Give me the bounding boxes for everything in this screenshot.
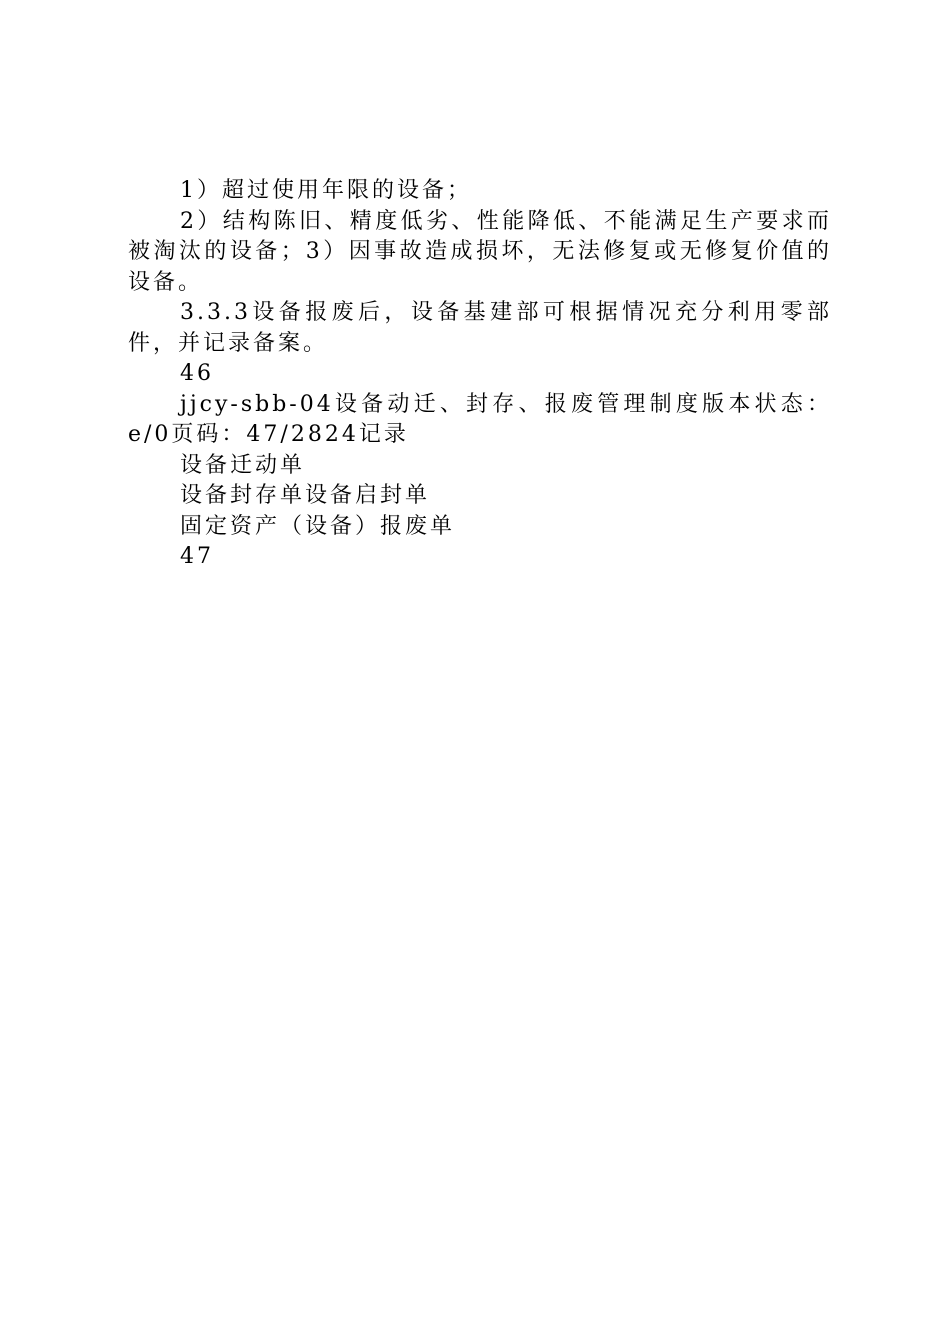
paragraph-section-3-3-3: 3.3.3设备报废后，设备基建部可根据情况充分利用零部件，并记录备案。 <box>128 300 832 356</box>
document-body <box>128 176 832 573</box>
record-equipment-sealing-forms: 设备封存单设备启封单 <box>180 483 431 508</box>
page-number-47: 47 <box>180 544 214 569</box>
document-header-line: jjcy-sbb-04设备动迁、封存、报废管理制度版本状态：e/0页码：47/2824记录 <box>128 391 832 447</box>
record-equipment-relocation-form: 设备迁动单 <box>180 452 306 478</box>
paragraph-scrap-criteria-1: 1）超过使用年限的设备； <box>180 178 472 203</box>
paragraph-scrap-criteria-2-3: 2）结构陈旧、精度低劣、性能降低、不能满足生产要求而被淘汰的设备；3）因事故造成损坏，无法修复或无修复价值的设备。 <box>128 208 832 295</box>
record-fixed-asset-scrap-form: 固定资产（设备）报废单 <box>180 513 456 539</box>
page-number-46: 46 <box>180 361 214 386</box>
